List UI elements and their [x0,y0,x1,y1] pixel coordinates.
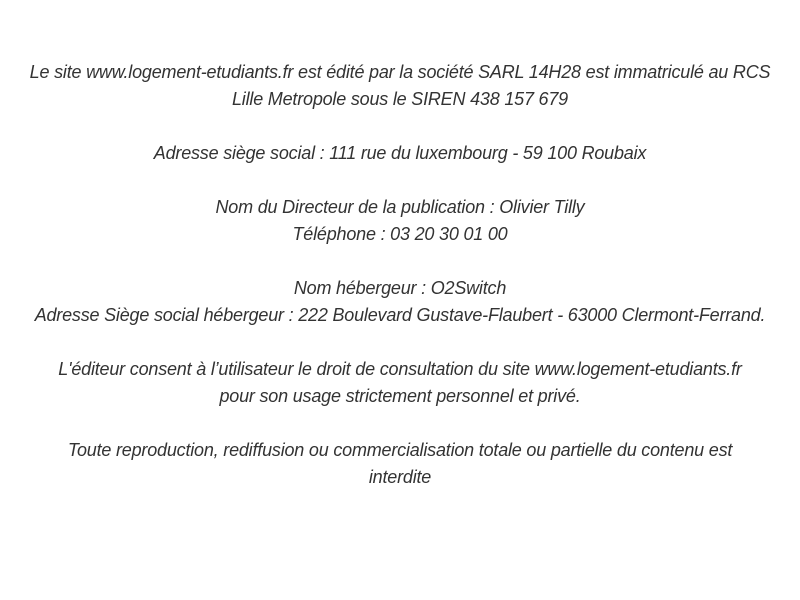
reproduction-paragraph [4,437,796,491]
host-address: Adresse Siège social hébergeur : 222 Boulevard Gustave-Flaubert - 63000 Clermont-Ferrand. [34,305,766,325]
reproduction-line-2: interdite [368,467,432,487]
head-office-address: Adresse siège social : 111 rue du luxembourg - 59 100 Roubaix [153,143,647,163]
consent-line-2: pour son usage strictement personnel et privé. [219,386,581,406]
siren-line: Lille Metropole sous le SIREN 438 157 679 [231,89,568,109]
head-office-paragraph [4,140,796,167]
telephone: Téléphone : 03 20 30 01 00 [292,224,508,244]
director-paragraph [4,194,796,248]
publisher-line: Le site www.logement-etudiants.fr est édité par la société SARL 14H28 est immatriculé au RCS [29,62,771,82]
host-paragraph [4,275,796,329]
consent-paragraph [4,356,796,410]
publisher-paragraph [4,59,796,113]
consent-line-1: L'éditeur consent à l’utilisateur le droit de consultation du site www.logement-etudiants.fr [58,359,742,379]
reproduction-line-1: Toute reproduction, rediffusion ou commercialisation totale ou partielle du contenu est [67,440,733,460]
publication-director: Nom du Directeur de la publication : Olivier Tilly [215,197,585,217]
host-name: Nom hébergeur : O2Switch [293,278,507,298]
